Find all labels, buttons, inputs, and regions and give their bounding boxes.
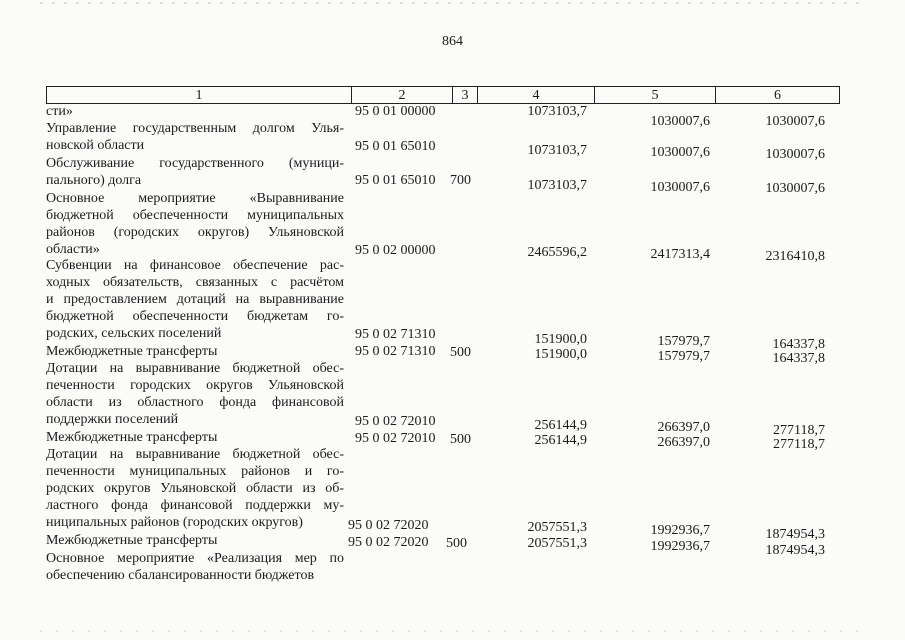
- row-value-col6: 164337,8: [772, 351, 825, 366]
- header-col-2: 2: [398, 88, 406, 103]
- row-code: 95 0 01 65010: [355, 173, 436, 188]
- table-header: [46, 86, 840, 104]
- row-code: 95 0 02 72010: [355, 414, 436, 429]
- row-value-col5: 157979,7: [657, 349, 710, 364]
- row-value-col6: 1030007,6: [765, 114, 825, 129]
- row-value-col5: 1030007,6: [650, 145, 710, 160]
- row-expense-type: 700: [450, 173, 471, 188]
- row-expense-type: 500: [450, 345, 471, 360]
- row-value-col5: 266397,0: [657, 420, 710, 435]
- row-value-col4: 151900,0: [534, 347, 587, 362]
- row-value-col4: 2057551,3: [527, 520, 587, 535]
- row-value-col6: 164337,8: [772, 337, 825, 352]
- row-code: 95 0 02 72010: [355, 431, 436, 446]
- row-value-col6: 1874954,3: [765, 543, 825, 558]
- row-value-col6: 2316410,8: [765, 249, 825, 264]
- row-code: 95 0 02 71310: [355, 344, 436, 359]
- row-expense-type: 500: [446, 536, 467, 551]
- header-col-3: 3: [461, 88, 469, 103]
- row-value-col5: 1992936,7: [650, 539, 710, 554]
- row-value-col5: 1030007,6: [650, 180, 710, 195]
- row-value-col4: 256144,9: [534, 418, 587, 433]
- row-value-col4: 2057551,3: [527, 536, 587, 551]
- row-description: Обслуживание государственного (муници- пального) долга: [46, 156, 344, 188]
- row-description: Дотации на выравнивание бюджетной обес- печенности муниципальных районов и го- родских округов Ульяновской области из об- ластного фонда финансовой поддержки му- ниципальных районов (городских округов): [46, 447, 344, 530]
- row-description: Управление государственным долгом Улья- новской области: [46, 121, 344, 153]
- row-description: Основное мероприятие «Выравнивание бюджетной обеспеченности муниципальных районов (городских округов) Ульяновской области»: [46, 191, 344, 257]
- row-code: 95 0 02 00000: [355, 243, 436, 258]
- scan-edge-top: [0, 2, 905, 4]
- row-value-col4: 1073103,7: [527, 143, 587, 158]
- row-expense-type: 500: [450, 432, 471, 447]
- row-code: 95 0 02 72020: [348, 535, 429, 550]
- row-code: 95 0 01 00000: [355, 104, 436, 119]
- row-value-col4: 151900,0: [534, 332, 587, 347]
- header-col-6: 6: [774, 88, 781, 103]
- row-value-col4: 1073103,7: [527, 104, 587, 119]
- row-value-col6: 277118,7: [773, 437, 825, 452]
- row-code: 95 0 01 65010: [355, 139, 436, 154]
- row-description: Межбюджетные трансферты: [46, 344, 218, 359]
- row-description: сти»: [46, 104, 73, 119]
- header-col-1: 1: [195, 88, 203, 103]
- row-value-col5: 1992936,7: [650, 523, 710, 538]
- row-value-col6: 277118,7: [773, 423, 825, 438]
- page-number: 864: [442, 34, 463, 49]
- row-value-col4: 256144,9: [534, 433, 587, 448]
- row-description: Основное мероприятие «Реализация мер по обеспечению сбалансированности бюджетов: [46, 551, 344, 583]
- header-col-4: 4: [532, 88, 540, 103]
- row-value-col6: 1030007,6: [765, 181, 825, 196]
- scan-edge-bottom: [0, 630, 905, 632]
- row-description: Межбюджетные трансферты: [46, 533, 218, 548]
- row-description: Дотации на выравнивание бюджетной обес- печенности городских округов Ульяновской области из областного фонда финансовой поддержки поселений: [46, 361, 344, 427]
- row-value-col4: 2465596,2: [527, 245, 587, 260]
- row-code: 95 0 02 71310: [355, 327, 436, 342]
- row-value-col4: 1073103,7: [527, 178, 587, 193]
- row-value-col6: 1030007,6: [765, 147, 825, 162]
- row-description: Межбюджетные трансферты: [46, 430, 218, 445]
- row-value-col5: 1030007,6: [650, 114, 710, 129]
- row-value-col5: 2417313,4: [650, 247, 710, 262]
- row-value-col6: 1874954,3: [765, 527, 825, 542]
- header-col-5: 5: [651, 88, 659, 103]
- row-value-col5: 157979,7: [657, 334, 710, 349]
- row-value-col5: 266397,0: [657, 435, 710, 450]
- row-description: Субвенции на финансовое обеспечение рас- ходных обязательств, связанных с расчётом и предоставлением дотаций на выравнивание бюджетной обеспеченности бюджетам го- родских, сельских поселений: [46, 258, 344, 341]
- row-code: 95 0 02 72020: [348, 518, 429, 533]
